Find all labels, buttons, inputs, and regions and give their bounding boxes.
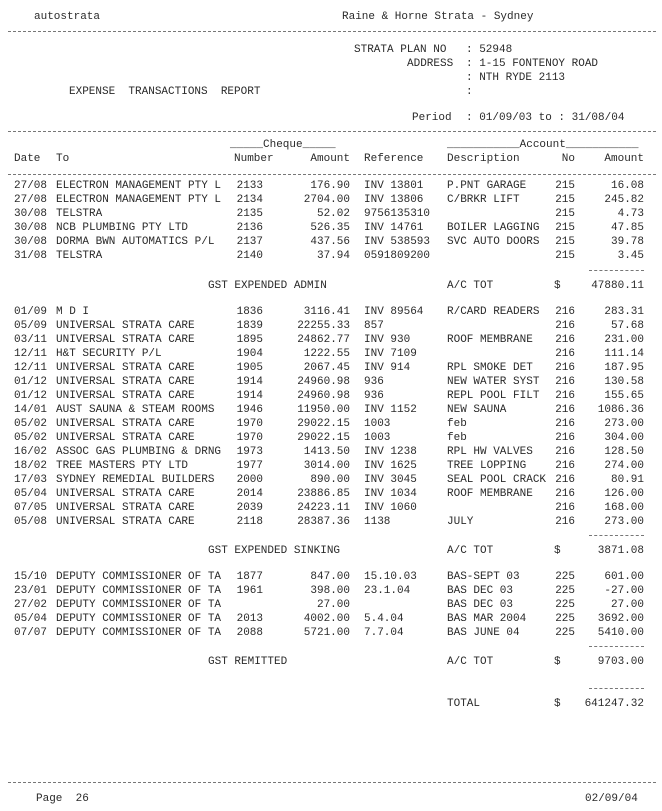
table-row <box>0 334 662 347</box>
table-row <box>0 208 662 221</box>
address-line-3: : <box>466 86 473 98</box>
row-description: SVC AUTO DOORS <box>447 236 540 248</box>
row-account-amount: 3.45 <box>617 250 644 262</box>
row-account-no: 215 <box>555 180 575 192</box>
row-account-amount: 57.68 <box>610 320 644 332</box>
row-description: RPL SMOKE DET <box>447 362 533 374</box>
row-cheque-number: 1961 <box>236 585 263 597</box>
row-account-amount: 111.14 <box>604 348 644 360</box>
table-row <box>0 180 662 193</box>
grand-total-rule <box>589 688 644 689</box>
row-payee: DEPUTY COMMISSIONER OF TA <box>56 627 222 639</box>
row-reference: INV 13801 <box>364 180 424 192</box>
row-reference: INV 3045 <box>364 474 417 486</box>
row-payee: ELECTRON MANAGEMENT PTY L <box>56 180 222 192</box>
row-payee: TELSTRA <box>56 250 103 262</box>
row-payee: UNIVERSAL STRATA CARE <box>56 502 195 514</box>
row-account-amount: 187.95 <box>604 362 644 374</box>
row-description: ROOF MEMBRANE <box>447 334 533 346</box>
row-reference: INV 538593 <box>364 236 431 248</box>
row-account-amount: 16.08 <box>610 180 644 192</box>
currency-symbol: $ <box>554 656 561 668</box>
row-account-no: 215 <box>555 208 575 220</box>
row-cheque-amount: 29022.15 <box>297 418 350 430</box>
row-date: 30/08 <box>14 208 48 220</box>
table-row <box>0 432 662 445</box>
row-date: 05/08 <box>14 516 48 528</box>
col-reference: Reference <box>364 153 424 165</box>
account-name: GST EXPENDED SINKING <box>208 545 341 557</box>
table-row <box>0 320 662 333</box>
row-cheque-number: 1977 <box>236 460 263 472</box>
row-date: 17/03 <box>14 474 48 486</box>
row-date: 15/10 <box>14 571 48 583</box>
row-cheque-number: 2137 <box>236 236 263 248</box>
row-date: 23/01 <box>14 585 48 597</box>
account-total-label: A/C TOT <box>447 656 494 668</box>
row-payee: UNIVERSAL STRATA CARE <box>56 334 195 346</box>
row-description: BOILER LAGGING <box>447 222 540 234</box>
row-date: 27/02 <box>14 599 48 611</box>
row-account-no: 215 <box>555 236 575 248</box>
row-description: C/BRKR LIFT <box>447 194 520 206</box>
address-line-1: : 1-15 FONTENOY ROAD <box>466 58 599 70</box>
subtotal-rule <box>589 270 644 271</box>
row-date: 30/08 <box>14 222 48 234</box>
row-payee: DEPUTY COMMISSIONER OF TA <box>56 571 222 583</box>
row-payee: TREE MASTERS PTY LTD <box>56 460 189 472</box>
app-name: autostrata <box>34 11 101 23</box>
row-cheque-amount: 24223.11 <box>297 502 350 514</box>
row-reference: 5.4.04 <box>364 613 404 625</box>
row-reference: 1003 <box>364 432 391 444</box>
table-row <box>0 348 662 361</box>
row-account-amount: 130.58 <box>604 376 644 388</box>
row-payee: UNIVERSAL STRATA CARE <box>56 376 195 388</box>
row-reference: INV 13806 <box>364 194 424 206</box>
strata-plan-value: : 52948 <box>466 44 513 56</box>
account-total-row <box>0 656 662 669</box>
period-divider <box>8 131 656 132</box>
company-name: Raine & Horne Strata - Sydney <box>342 11 534 23</box>
account-total-row <box>0 280 662 293</box>
row-description: P.PNT GARAGE <box>447 180 527 192</box>
table-row <box>0 390 662 403</box>
row-account-no: 225 <box>555 599 575 611</box>
row-date: 05/04 <box>14 488 48 500</box>
row-cheque-amount: 1413.50 <box>303 446 350 458</box>
cheque-group-header: _____Cheque_____ <box>230 139 336 151</box>
row-cheque-number: 2013 <box>236 613 263 625</box>
row-account-amount: 128.50 <box>604 446 644 458</box>
row-cheque-number: 2133 <box>236 180 263 192</box>
row-account-amount: 273.00 <box>604 516 644 528</box>
row-reference: 9756135310 <box>364 208 431 220</box>
account-group-header: ___________Account___________ <box>447 139 639 151</box>
row-cheque-number: 1914 <box>236 376 263 388</box>
row-reference: INV 14761 <box>364 222 424 234</box>
table-row <box>0 613 662 626</box>
row-cheque-amount: 526.35 <box>310 222 350 234</box>
row-reference: INV 1060 <box>364 502 417 514</box>
table-row <box>0 571 662 584</box>
account-total-value: 47880.11 <box>591 280 644 292</box>
row-cheque-amount: 24862.77 <box>297 334 350 346</box>
row-date: 16/02 <box>14 446 48 458</box>
row-account-no: 216 <box>555 348 575 360</box>
subtotal-rule <box>589 535 644 536</box>
print-date: 02/09/04 <box>585 793 638 805</box>
row-payee: AUST SAUNA & STEAM ROOMS <box>56 404 215 416</box>
account-name: GST EXPENDED ADMIN <box>208 280 327 292</box>
row-cheque-amount: 4002.00 <box>303 613 350 625</box>
row-description: BAS MAR 2004 <box>447 613 527 625</box>
table-row <box>0 474 662 487</box>
page-number: Page 26 <box>36 793 89 805</box>
row-payee: DEPUTY COMMISSIONER OF TA <box>56 599 222 611</box>
col-to: To <box>56 153 70 165</box>
row-payee: UNIVERSAL STRATA CARE <box>56 418 195 430</box>
currency-symbol: $ <box>554 698 561 710</box>
row-cheque-amount: 437.56 <box>310 236 350 248</box>
table-row <box>0 404 662 417</box>
row-cheque-number: 1970 <box>236 432 263 444</box>
table-row <box>0 502 662 515</box>
header-divider <box>8 31 656 32</box>
row-reference: 23.1.04 <box>364 585 411 597</box>
row-cheque-number: 1905 <box>236 362 263 374</box>
row-payee: UNIVERSAL STRATA CARE <box>56 390 195 402</box>
row-payee: H&T SECURITY P/L <box>56 348 162 360</box>
row-cheque-amount: 11950.00 <box>297 404 350 416</box>
currency-symbol: $ <box>554 545 561 557</box>
col-number: Number <box>234 153 274 165</box>
row-cheque-amount: 28387.36 <box>297 516 350 528</box>
row-reference: 7.7.04 <box>364 627 404 639</box>
grand-total-label: TOTAL <box>447 698 481 710</box>
row-account-no: 216 <box>555 446 575 458</box>
row-account-no: 216 <box>555 390 575 402</box>
row-date: 12/11 <box>14 362 48 374</box>
row-date: 27/08 <box>14 194 48 206</box>
row-account-no: 216 <box>555 516 575 528</box>
row-description: R/CARD READERS <box>447 306 540 318</box>
row-account-no: 225 <box>555 585 575 597</box>
row-cheque-number: 1877 <box>236 571 263 583</box>
row-reference: INV 1152 <box>364 404 417 416</box>
column-header-row <box>0 153 662 166</box>
table-row <box>0 194 662 207</box>
table-row <box>0 516 662 529</box>
account-name: GST REMITTED <box>208 656 288 668</box>
row-payee: UNIVERSAL STRATA CARE <box>56 320 195 332</box>
row-payee: UNIVERSAL STRATA CARE <box>56 488 195 500</box>
row-account-no: 225 <box>555 627 575 639</box>
row-account-amount: 601.00 <box>604 571 644 583</box>
col-description: Description <box>447 153 520 165</box>
report-title: EXPENSE TRANSACTIONS REPORT <box>69 86 261 98</box>
table-row <box>0 585 662 598</box>
row-account-amount: 274.00 <box>604 460 644 472</box>
row-cheque-amount: 24960.98 <box>297 376 350 388</box>
row-cheque-amount: 22255.33 <box>297 320 350 332</box>
row-description: SEAL POOL CRACK <box>447 474 547 486</box>
row-reference: 1003 <box>364 418 391 430</box>
row-account-no: 216 <box>555 460 575 472</box>
address-line-2: : NTH RYDE 2113 <box>466 72 566 84</box>
account-total-label: A/C TOT <box>447 280 494 292</box>
row-date: 07/07 <box>14 627 48 639</box>
table-row <box>0 627 662 640</box>
subtotal-rule <box>589 646 644 647</box>
row-account-no: 215 <box>555 250 575 262</box>
row-payee: UNIVERSAL STRATA CARE <box>56 432 195 444</box>
row-payee: M D I <box>56 306 90 318</box>
row-date: 03/11 <box>14 334 48 346</box>
row-payee: ASSOC GAS PLUMBING & DRNG <box>56 446 222 458</box>
row-cheque-number: 1895 <box>236 334 263 346</box>
row-account-amount: 273.00 <box>604 418 644 430</box>
strata-plan-label: STRATA PLAN NO <box>354 44 447 56</box>
column-header-divider <box>8 174 656 175</box>
row-description: JULY <box>447 516 474 528</box>
row-account-no: 216 <box>555 404 575 416</box>
row-description: feb <box>447 418 467 430</box>
row-cheque-amount: 2704.00 <box>303 194 350 206</box>
row-reference: INV 930 <box>364 334 411 346</box>
row-date: 01/12 <box>14 390 48 402</box>
row-account-no: 216 <box>555 376 575 388</box>
row-payee: SYDNEY REMEDIAL BUILDERS <box>56 474 215 486</box>
row-date: 05/04 <box>14 613 48 625</box>
row-date: 05/02 <box>14 418 48 430</box>
row-reference: 1138 <box>364 516 391 528</box>
row-account-no: 216 <box>555 488 575 500</box>
account-total-row <box>0 545 662 558</box>
table-row <box>0 236 662 249</box>
row-account-amount: 47.85 <box>610 222 644 234</box>
period-value: : 01/09/03 to : 31/08/04 <box>466 112 625 124</box>
row-reference: INV 89564 <box>364 306 424 318</box>
row-account-amount: 126.00 <box>604 488 644 500</box>
col-amount: Amount <box>310 153 350 165</box>
table-row <box>0 250 662 263</box>
row-date: 12/11 <box>14 348 48 360</box>
row-cheque-number: 2039 <box>236 502 263 514</box>
account-total-label: A/C TOT <box>447 545 494 557</box>
row-reference: 857 <box>364 320 384 332</box>
row-payee: NCB PLUMBING PTY LTD <box>56 222 189 234</box>
row-cheque-number: 2118 <box>236 516 263 528</box>
row-cheque-amount: 2067.45 <box>303 362 350 374</box>
row-date: 30/08 <box>14 236 48 248</box>
row-cheque-amount: 52.02 <box>316 208 350 220</box>
row-cheque-amount: 24960.98 <box>297 390 350 402</box>
row-account-amount: -27.00 <box>604 585 644 597</box>
row-reference: INV 914 <box>364 362 411 374</box>
row-account-amount: 231.00 <box>604 334 644 346</box>
row-account-no: 215 <box>555 194 575 206</box>
row-description: TREE LOPPING <box>447 460 527 472</box>
row-description: NEW SAUNA <box>447 404 507 416</box>
col-account-amount: Amount <box>604 153 644 165</box>
row-cheque-number: 2134 <box>236 194 263 206</box>
row-reference: 936 <box>364 376 384 388</box>
row-cheque-amount: 37.94 <box>316 250 350 262</box>
row-account-amount: 27.00 <box>610 599 644 611</box>
row-payee: UNIVERSAL STRATA CARE <box>56 516 195 528</box>
row-account-no: 216 <box>555 432 575 444</box>
row-payee: ELECTRON MANAGEMENT PTY L <box>56 194 222 206</box>
row-reference: INV 1238 <box>364 446 417 458</box>
row-reference: 0591809200 <box>364 250 431 262</box>
row-cheque-number: 1973 <box>236 446 263 458</box>
row-reference: INV 1625 <box>364 460 417 472</box>
row-description: NEW WATER SYST <box>447 376 540 388</box>
row-account-no: 216 <box>555 362 575 374</box>
row-cheque-number: 2000 <box>236 474 263 486</box>
row-date: 14/01 <box>14 404 48 416</box>
row-payee: UNIVERSAL STRATA CARE <box>56 362 195 374</box>
row-reference: INV 7109 <box>364 348 417 360</box>
table-row <box>0 599 662 612</box>
row-account-amount: 5410.00 <box>597 627 644 639</box>
period-label: Period <box>412 112 452 124</box>
row-cheque-number: 1839 <box>236 320 263 332</box>
row-account-amount: 3692.00 <box>597 613 644 625</box>
row-account-amount: 80.91 <box>610 474 644 486</box>
row-account-amount: 245.82 <box>604 194 644 206</box>
row-date: 05/02 <box>14 432 48 444</box>
row-description: feb <box>447 432 467 444</box>
row-account-amount: 1086.36 <box>597 404 644 416</box>
row-reference: 15.10.03 <box>364 571 417 583</box>
account-total-value: 9703.00 <box>597 656 644 668</box>
row-cheque-amount: 890.00 <box>310 474 350 486</box>
row-account-amount: 168.00 <box>604 502 644 514</box>
table-row <box>0 446 662 459</box>
col-account-no: No <box>561 153 575 165</box>
row-reference: 936 <box>364 390 384 402</box>
row-cheque-amount: 5721.00 <box>303 627 350 639</box>
table-row <box>0 488 662 501</box>
row-account-amount: 39.78 <box>610 236 644 248</box>
row-account-no: 216 <box>555 418 575 430</box>
row-date: 27/08 <box>14 180 48 192</box>
row-payee: DEPUTY COMMISSIONER OF TA <box>56 585 222 597</box>
table-row <box>0 460 662 473</box>
row-cheque-amount: 176.90 <box>310 180 350 192</box>
row-date: 01/12 <box>14 376 48 388</box>
row-reference: INV 1034 <box>364 488 417 500</box>
row-description: REPL POOL FILT <box>447 390 540 402</box>
row-account-no: 216 <box>555 474 575 486</box>
currency-symbol: $ <box>554 280 561 292</box>
grand-total-row <box>0 698 662 711</box>
row-description: BAS DEC 03 <box>447 599 514 611</box>
row-payee: DEPUTY COMMISSIONER OF TA <box>56 613 222 625</box>
row-cheque-number: 1946 <box>236 404 263 416</box>
row-account-no: 216 <box>555 306 575 318</box>
row-cheque-number: 1914 <box>236 390 263 402</box>
row-cheque-number: 2136 <box>236 222 263 234</box>
row-cheque-amount: 27.00 <box>316 599 350 611</box>
row-cheque-number: 1836 <box>236 306 263 318</box>
col-date: Date <box>14 153 41 165</box>
row-cheque-amount: 398.00 <box>310 585 350 597</box>
row-cheque-amount: 29022.15 <box>297 432 350 444</box>
row-date: 07/05 <box>14 502 48 514</box>
row-account-amount: 155.65 <box>604 390 644 402</box>
row-date: 05/09 <box>14 320 48 332</box>
grand-total-value: 641247.32 <box>584 698 644 710</box>
table-row <box>0 362 662 375</box>
row-cheque-amount: 3014.00 <box>303 460 350 472</box>
table-row <box>0 376 662 389</box>
row-account-no: 216 <box>555 502 575 514</box>
row-account-no: 225 <box>555 613 575 625</box>
row-description: BAS JUNE 04 <box>447 627 520 639</box>
row-payee: DORMA BWN AUTOMATICS P/L <box>56 236 215 248</box>
row-account-amount: 4.73 <box>617 208 644 220</box>
row-cheque-number: 1904 <box>236 348 263 360</box>
row-account-no: 216 <box>555 320 575 332</box>
table-row <box>0 222 662 235</box>
row-cheque-amount: 847.00 <box>310 571 350 583</box>
row-account-no: 225 <box>555 571 575 583</box>
row-description: BAS DEC 03 <box>447 585 514 597</box>
address-label: ADDRESS <box>407 58 454 70</box>
table-row <box>0 418 662 431</box>
account-total-value: 3871.08 <box>597 545 644 557</box>
row-cheque-number: 2135 <box>236 208 263 220</box>
row-cheque-number: 2140 <box>236 250 263 262</box>
row-description: ROOF MEMBRANE <box>447 488 533 500</box>
row-cheque-amount: 3116.41 <box>303 306 350 318</box>
row-date: 31/08 <box>14 250 48 262</box>
row-cheque-number: 2014 <box>236 488 263 500</box>
row-cheque-amount: 1222.55 <box>303 348 350 360</box>
row-payee: TELSTRA <box>56 208 103 220</box>
row-account-no: 216 <box>555 334 575 346</box>
row-account-amount: 283.31 <box>604 306 644 318</box>
row-account-amount: 304.00 <box>604 432 644 444</box>
table-row <box>0 306 662 319</box>
row-date: 18/02 <box>14 460 48 472</box>
row-cheque-number: 2088 <box>236 627 263 639</box>
row-account-no: 215 <box>555 222 575 234</box>
row-description: BAS-SEPT 03 <box>447 571 520 583</box>
row-description: RPL HW VALVES <box>447 446 533 458</box>
footer-divider <box>8 782 656 783</box>
row-date: 01/09 <box>14 306 48 318</box>
row-cheque-number: 1970 <box>236 418 263 430</box>
row-cheque-amount: 23886.85 <box>297 488 350 500</box>
